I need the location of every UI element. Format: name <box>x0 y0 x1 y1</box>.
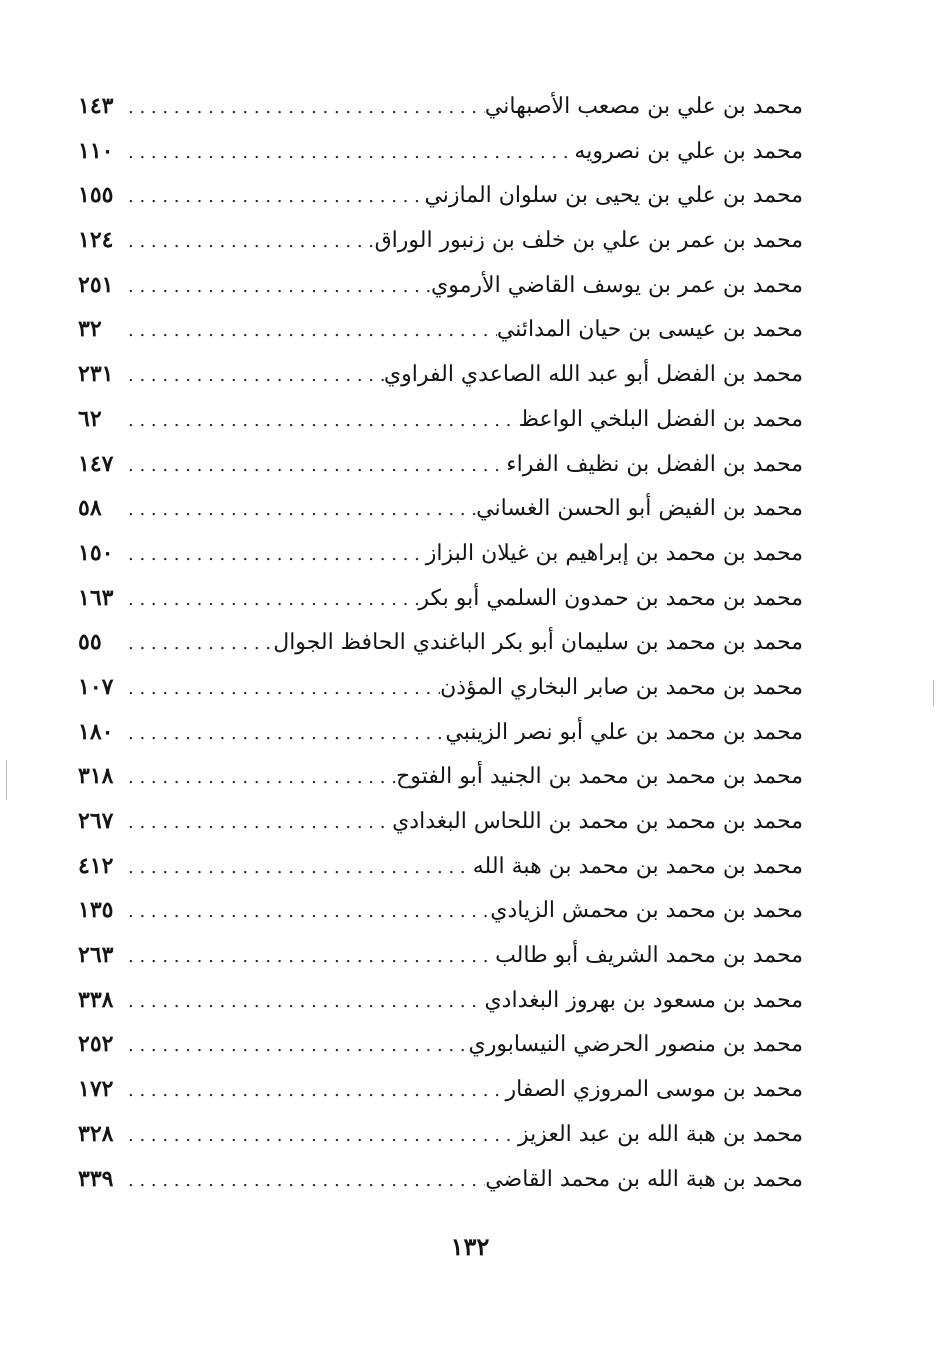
entry-page-number: ٣٢٨ <box>78 1120 114 1147</box>
dot-leader <box>122 444 506 489</box>
dot-leader <box>122 399 519 444</box>
entry-name: محمد بن محمد الشريف أبو طالب <box>495 943 803 969</box>
entry-name: محمد بن علي بن يحيى بن سلوان المازني <box>424 183 803 209</box>
page-number: ١٣٢ <box>450 1232 490 1261</box>
entry-page-number: ٢٥١ <box>78 271 114 298</box>
index-entry <box>78 307 803 352</box>
dot-leader <box>122 488 476 533</box>
dot-leader <box>122 131 574 176</box>
entry-page-number: ١٣٥ <box>78 897 114 924</box>
dot-leader <box>122 265 431 310</box>
index-entry <box>78 620 803 665</box>
entry-page-number: ١٢٤ <box>78 227 114 254</box>
entry-page-number: ١١٠ <box>78 137 114 164</box>
entry-name: محمد بن مسعود بن بهروز البغدادي <box>484 987 803 1013</box>
entry-name: محمد بن محمد بن محمد بن هبة الله <box>472 853 803 879</box>
index-entry <box>78 352 803 397</box>
entry-page-number: ٣٢ <box>78 316 102 343</box>
entry-page-number: ٣١٨ <box>78 763 114 790</box>
entry-name: محمد بن محمد بن علي أبو نصر الزينبي <box>445 719 803 745</box>
entry-page-number: ١٠٧ <box>78 673 114 700</box>
entry-name: محمد بن موسى المروزي الصفار <box>505 1077 803 1103</box>
entry-name: محمد بن عمر بن يوسف القاضي الأرموي <box>431 272 803 298</box>
entry-page-number: ٥٥ <box>78 629 102 656</box>
entry-page-number: ١٧٢ <box>78 1076 114 1103</box>
entry-name: محمد بن هبة الله بن عبد العزيز <box>517 1121 803 1147</box>
entry-name: محمد بن محمد بن محمد بن الجنيد أبو الفتوح <box>396 764 803 790</box>
entry-page-number: ٢٥٢ <box>78 1031 114 1058</box>
entry-page-number: ٣٣٨ <box>78 986 114 1013</box>
entry-page-number: ٣٣٩ <box>78 1165 114 1192</box>
entry-page-number: ١٨٠ <box>78 718 114 745</box>
entry-page-number: ١٥٠ <box>78 539 114 566</box>
index-entry <box>78 1112 803 1157</box>
index-entry <box>78 665 803 710</box>
index-entry <box>78 799 803 844</box>
entry-page-number: ٦٢ <box>78 405 102 432</box>
index-entry <box>78 1067 803 1112</box>
entry-name: محمد بن محمد بن سليمان أبو بكر الباغندي الحافظ الجوال <box>273 630 803 656</box>
dot-leader <box>122 980 484 1025</box>
dot-leader <box>122 1159 485 1204</box>
entry-name: محمد بن هبة الله بن محمد القاضي <box>485 1166 803 1192</box>
dot-leader <box>122 220 375 265</box>
entry-name: محمد بن محمد بن إبراهيم بن غيلان البزاز <box>425 540 803 566</box>
index-entry <box>78 933 803 978</box>
name-index-list <box>78 84 803 1201</box>
entry-name: محمد بن الفضل البلخي الواعظ <box>518 406 803 432</box>
entry-name: محمد بن علي بن نصرويه <box>574 138 803 164</box>
dot-leader <box>122 935 495 980</box>
entry-name: محمد بن محمد بن محمش الزيادي <box>490 898 803 924</box>
dot-leader <box>122 756 396 801</box>
dot-leader <box>122 175 424 220</box>
entry-page-number: ٥٨ <box>78 495 102 522</box>
entry-name: محمد بن الفيض أبو الحسن الغساني <box>476 496 803 522</box>
entry-page-number: ٢٦٣ <box>78 942 114 969</box>
entry-page-number: ١٦٣ <box>78 584 114 611</box>
scan-margin-mark-left <box>6 760 7 800</box>
dot-leader <box>122 86 485 131</box>
entry-name: محمد بن الفضل أبو عبد الله الصاعدي الفراوي <box>383 362 803 388</box>
scan-margin-mark-right <box>933 680 934 706</box>
index-entry <box>78 576 803 621</box>
dot-leader <box>122 801 392 846</box>
index-entry <box>78 486 803 531</box>
index-entry <box>78 888 803 933</box>
entry-name: محمد بن محمد بن حمدون السلمي أبو بكر <box>418 585 803 611</box>
index-entry <box>78 710 803 755</box>
dot-leader <box>122 622 273 667</box>
dot-leader <box>122 890 490 935</box>
entry-page-number: ٢٣١ <box>78 361 114 388</box>
dot-leader <box>122 1114 518 1159</box>
index-entry <box>78 84 803 129</box>
dot-leader <box>122 846 473 891</box>
entry-name: محمد بن منصور الحرضي النيسابوري <box>468 1032 803 1058</box>
entry-page-number: ٢٦٧ <box>78 808 114 834</box>
dot-leader <box>122 578 418 623</box>
dot-leader <box>122 1069 505 1114</box>
entry-name: محمد بن محمد بن محمد بن اللحاس البغدادي <box>392 809 803 834</box>
index-entry <box>78 978 803 1023</box>
index-entry <box>78 531 803 576</box>
index-entry <box>78 844 803 889</box>
index-entry <box>78 263 803 308</box>
dot-leader <box>122 1024 468 1069</box>
entry-page-number: ١٥٥ <box>78 182 114 209</box>
dot-leader <box>122 667 440 712</box>
entry-name: محمد بن عيسى بن حيان المدائني <box>496 317 803 343</box>
dot-leader <box>122 712 445 757</box>
index-entry <box>78 1157 803 1202</box>
entry-page-number: ٤١٢ <box>78 852 114 879</box>
index-entry <box>78 1022 803 1067</box>
index-entry <box>78 129 803 174</box>
entry-name: محمد بن علي بن مصعب الأصبهاني <box>484 94 803 119</box>
dot-leader <box>122 354 384 399</box>
entry-name: محمد بن الفضل بن نظيف الفراء <box>506 451 803 477</box>
index-entry <box>78 442 803 487</box>
dot-leader <box>122 533 426 578</box>
dot-leader <box>122 309 497 354</box>
entry-page-number: ١٤٧ <box>78 450 114 477</box>
entry-name: محمد بن عمر بن علي بن خلف بن زنبور الوراق <box>374 228 803 254</box>
index-entry <box>78 754 803 799</box>
index-entry <box>78 218 803 263</box>
entry-name: محمد بن محمد بن صابر البخاري المؤذن <box>440 674 803 700</box>
entry-page-number: ١٤٣ <box>78 93 114 119</box>
index-entry <box>78 173 803 218</box>
index-entry <box>78 397 803 442</box>
